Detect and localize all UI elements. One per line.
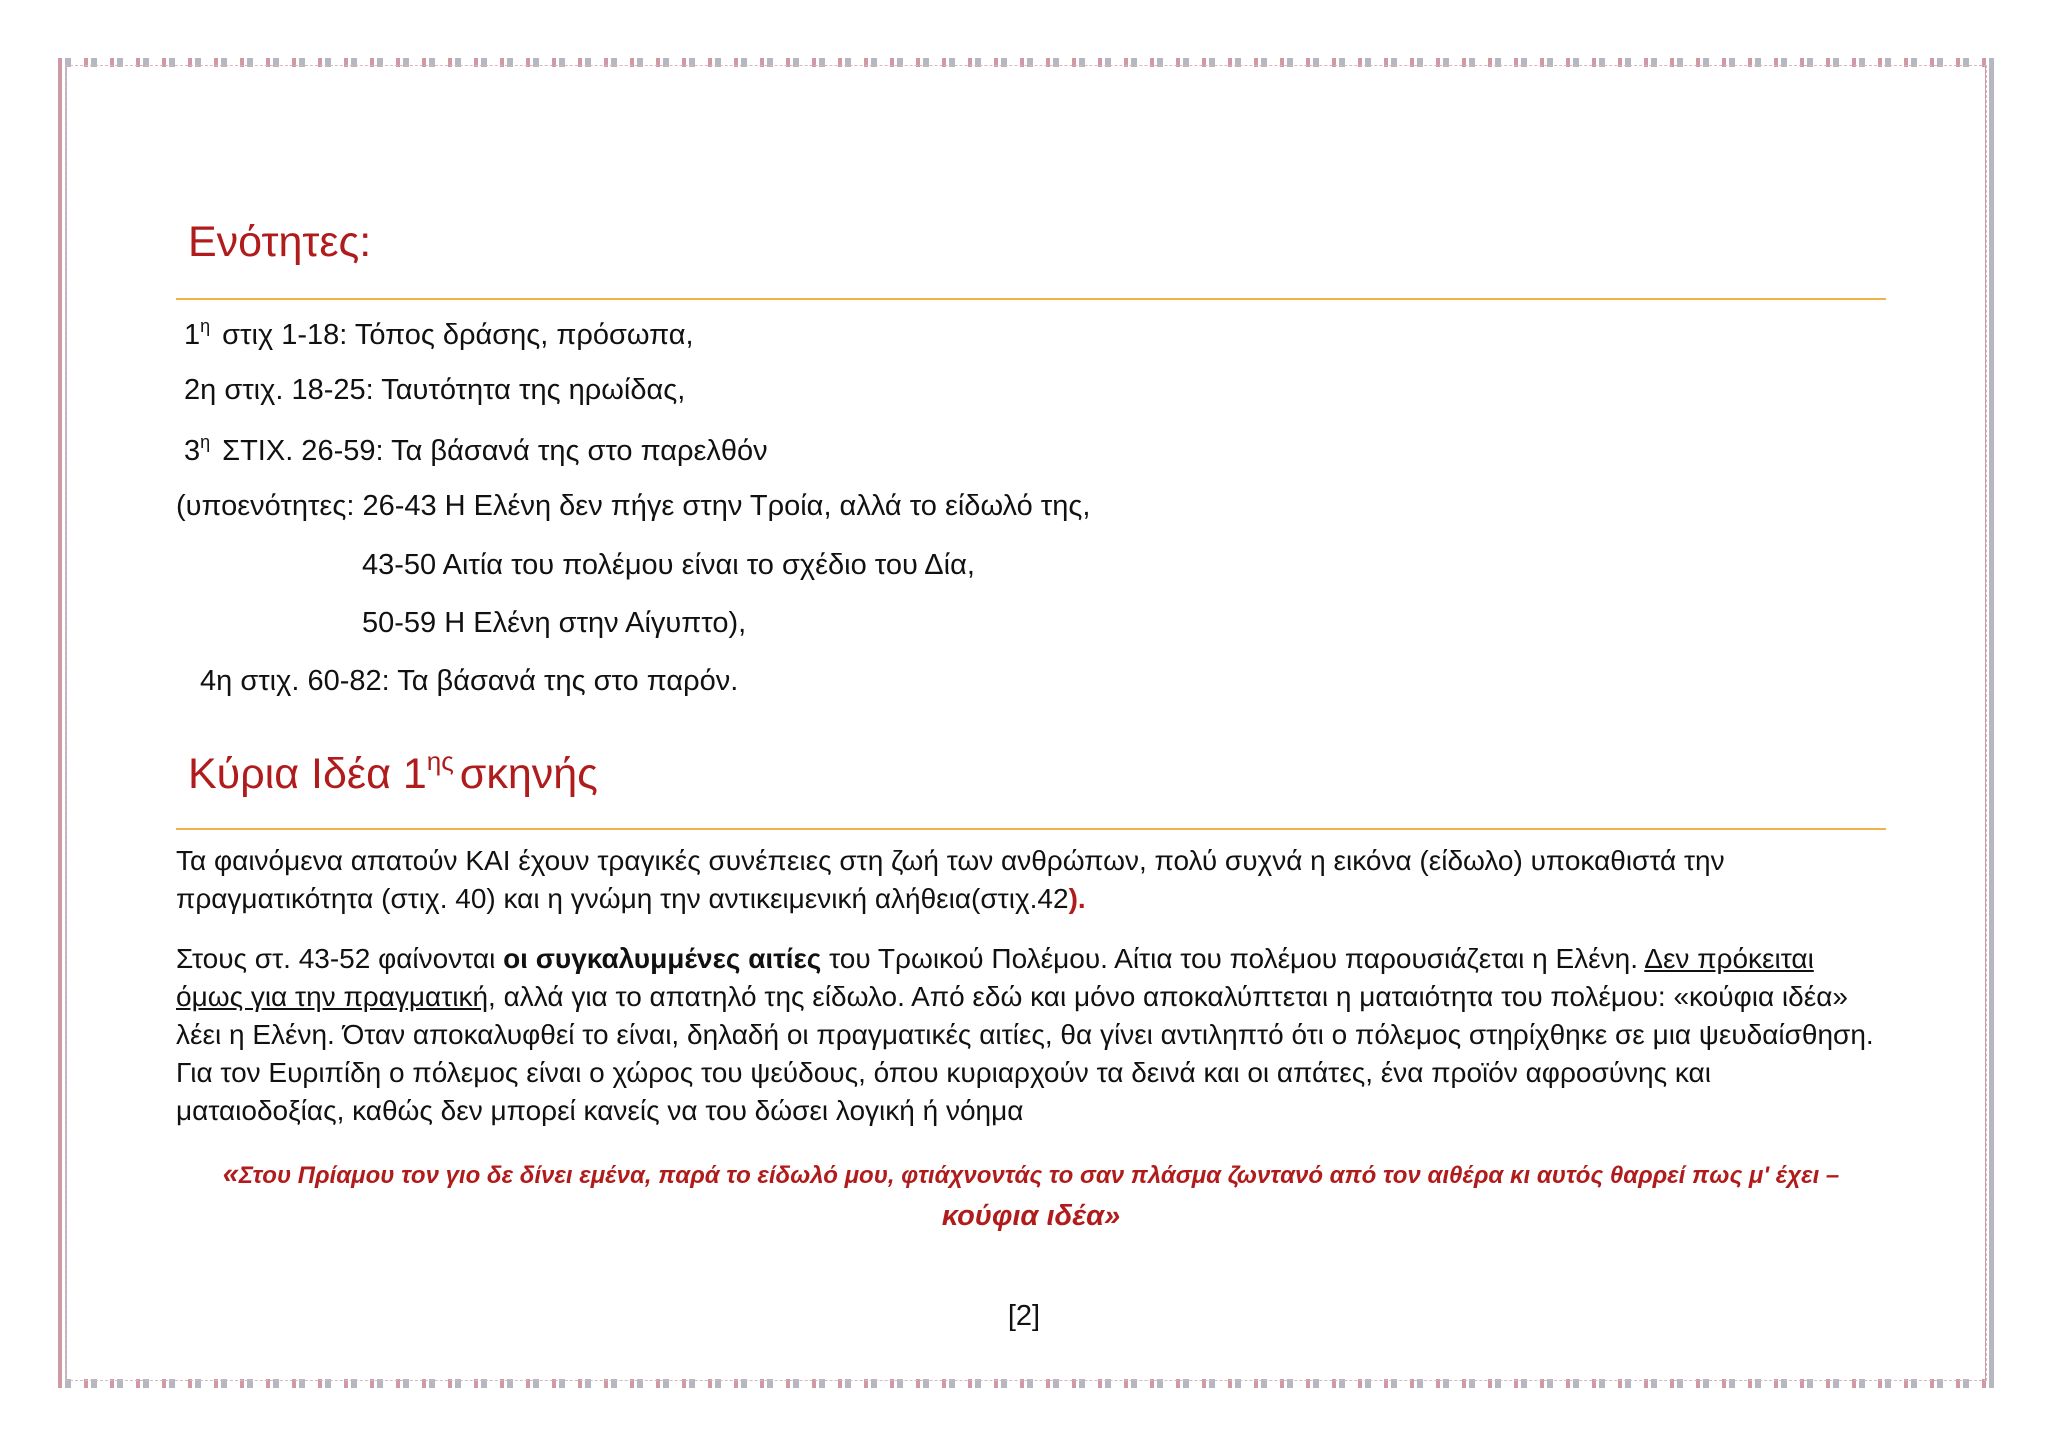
heading-main: Κύρια Ιδέα 1 xyxy=(188,750,427,798)
ordinal-suffix: η xyxy=(200,316,211,336)
line-number: 3 xyxy=(184,435,201,467)
section-line-4: (υποενότητες: 26-43 Η Ελένη δεν πήγε στην Τροία, αλλά το είδωλό της, xyxy=(176,490,1091,522)
paragraph-2-bold: οι συγκαλυμμένες αιτίες xyxy=(503,943,822,974)
paragraph-1-end: ). xyxy=(1068,883,1086,914)
paragraph-2-underline: Δεν πρόκειται όμως για την πραγματική xyxy=(176,943,1814,1012)
paragraph-2-start: Στους στ. 43-52 φαίνονται xyxy=(176,943,504,974)
section-line-5: 43-50 Αιτία του πολέμου είναι το σχέδιο του Δία, xyxy=(362,549,975,581)
line-text: ΣΤΙΧ. 26-59: Τα βάσανά της στο παρελθόν xyxy=(222,435,768,467)
quote-text-1: Στου Πρίαμου τον γιο δε δίνει εμένα, παρά το είδωλό μου, φτιάχνοντάς το σαν πλάσμα ζωντανό από τον αιθέρα κι αυτός θαρρεί πως μ' έχει – xyxy=(238,1162,1840,1189)
section-heading-enotites: Ενότητες: xyxy=(188,218,372,266)
paragraph-1-text: Τα φαινόμενα απατούν ΚΑΙ έχουν τραγικές συνέπειες στη ζωή των ανθρώπων, πολύ συχνά η εικόνα (είδωλο) υποκαθιστά την πραγματικότητα (στιχ. 40) και η γνώμη την αντικειμενική αλήθεια(στιχ.42 xyxy=(176,845,1725,914)
paragraph-2 xyxy=(176,940,1886,1130)
paragraph-2-middle: του Τρωικού Πολέμου. Αίτια του πολέμου παρουσιάζεται η Ελένη. xyxy=(821,943,1645,974)
paragraph-2-end: , αλλά για το απατηλό της είδωλο. Από εδώ και μόνο αποκαλύπτεται η ματαιότητα του πολέμου: «κούφια ιδέα» λέει η Ελένη. Όταν αποκαλυφθεί το είναι, δηλαδή οι πραγματικές αιτίες, θα γίνει αντιληπτό ότι ο πόλεμος στηρίχθηκε σε μια ψευδαίσθηση. Για τον Ευριπίδη ο πόλεμος είναι ο χώρος του ψεύδους, όπου κυριαρχούν τα δεινά και οι απάτες, ένα προϊόν αφροσύνης και ματαιοδοξίας, καθώς δεν μπορεί κανείς να του δώσει λογική ή νόημα xyxy=(176,981,1874,1126)
heading-rule xyxy=(176,298,1886,300)
line-number: 1 xyxy=(184,319,201,351)
section-line-2: 2η στιχ. 18-25: Ταυτότητα της ηρωίδας, xyxy=(184,374,686,406)
quote-line-2: κούφια ιδέα» xyxy=(941,1200,1121,1232)
heading-rule xyxy=(176,828,1886,830)
paragraph-1 xyxy=(176,842,1886,918)
ordinal-suffix: η xyxy=(200,432,211,452)
section-line-7: 4η στιχ. 60-82: Τα βάσανά της στο παρόν. xyxy=(200,665,739,697)
quote-block xyxy=(176,1154,1886,1236)
heading-ordinal: ης xyxy=(426,746,454,776)
page-number: [2] xyxy=(1007,1300,1041,1332)
section-line-3 xyxy=(184,432,768,468)
section-heading-main-idea xyxy=(188,746,598,799)
line-text: στιχ 1-18: Τόπος δράσης, πρόσωπα, xyxy=(222,319,694,351)
section-line-1 xyxy=(184,316,694,352)
section-line-6: 50-59 Η Ελένη στην Αίγυπτο), xyxy=(362,607,747,639)
quote-open-mark: « xyxy=(222,1158,239,1190)
heading-end: σκηνής xyxy=(459,750,598,798)
quote-line-1 xyxy=(176,1154,1886,1196)
